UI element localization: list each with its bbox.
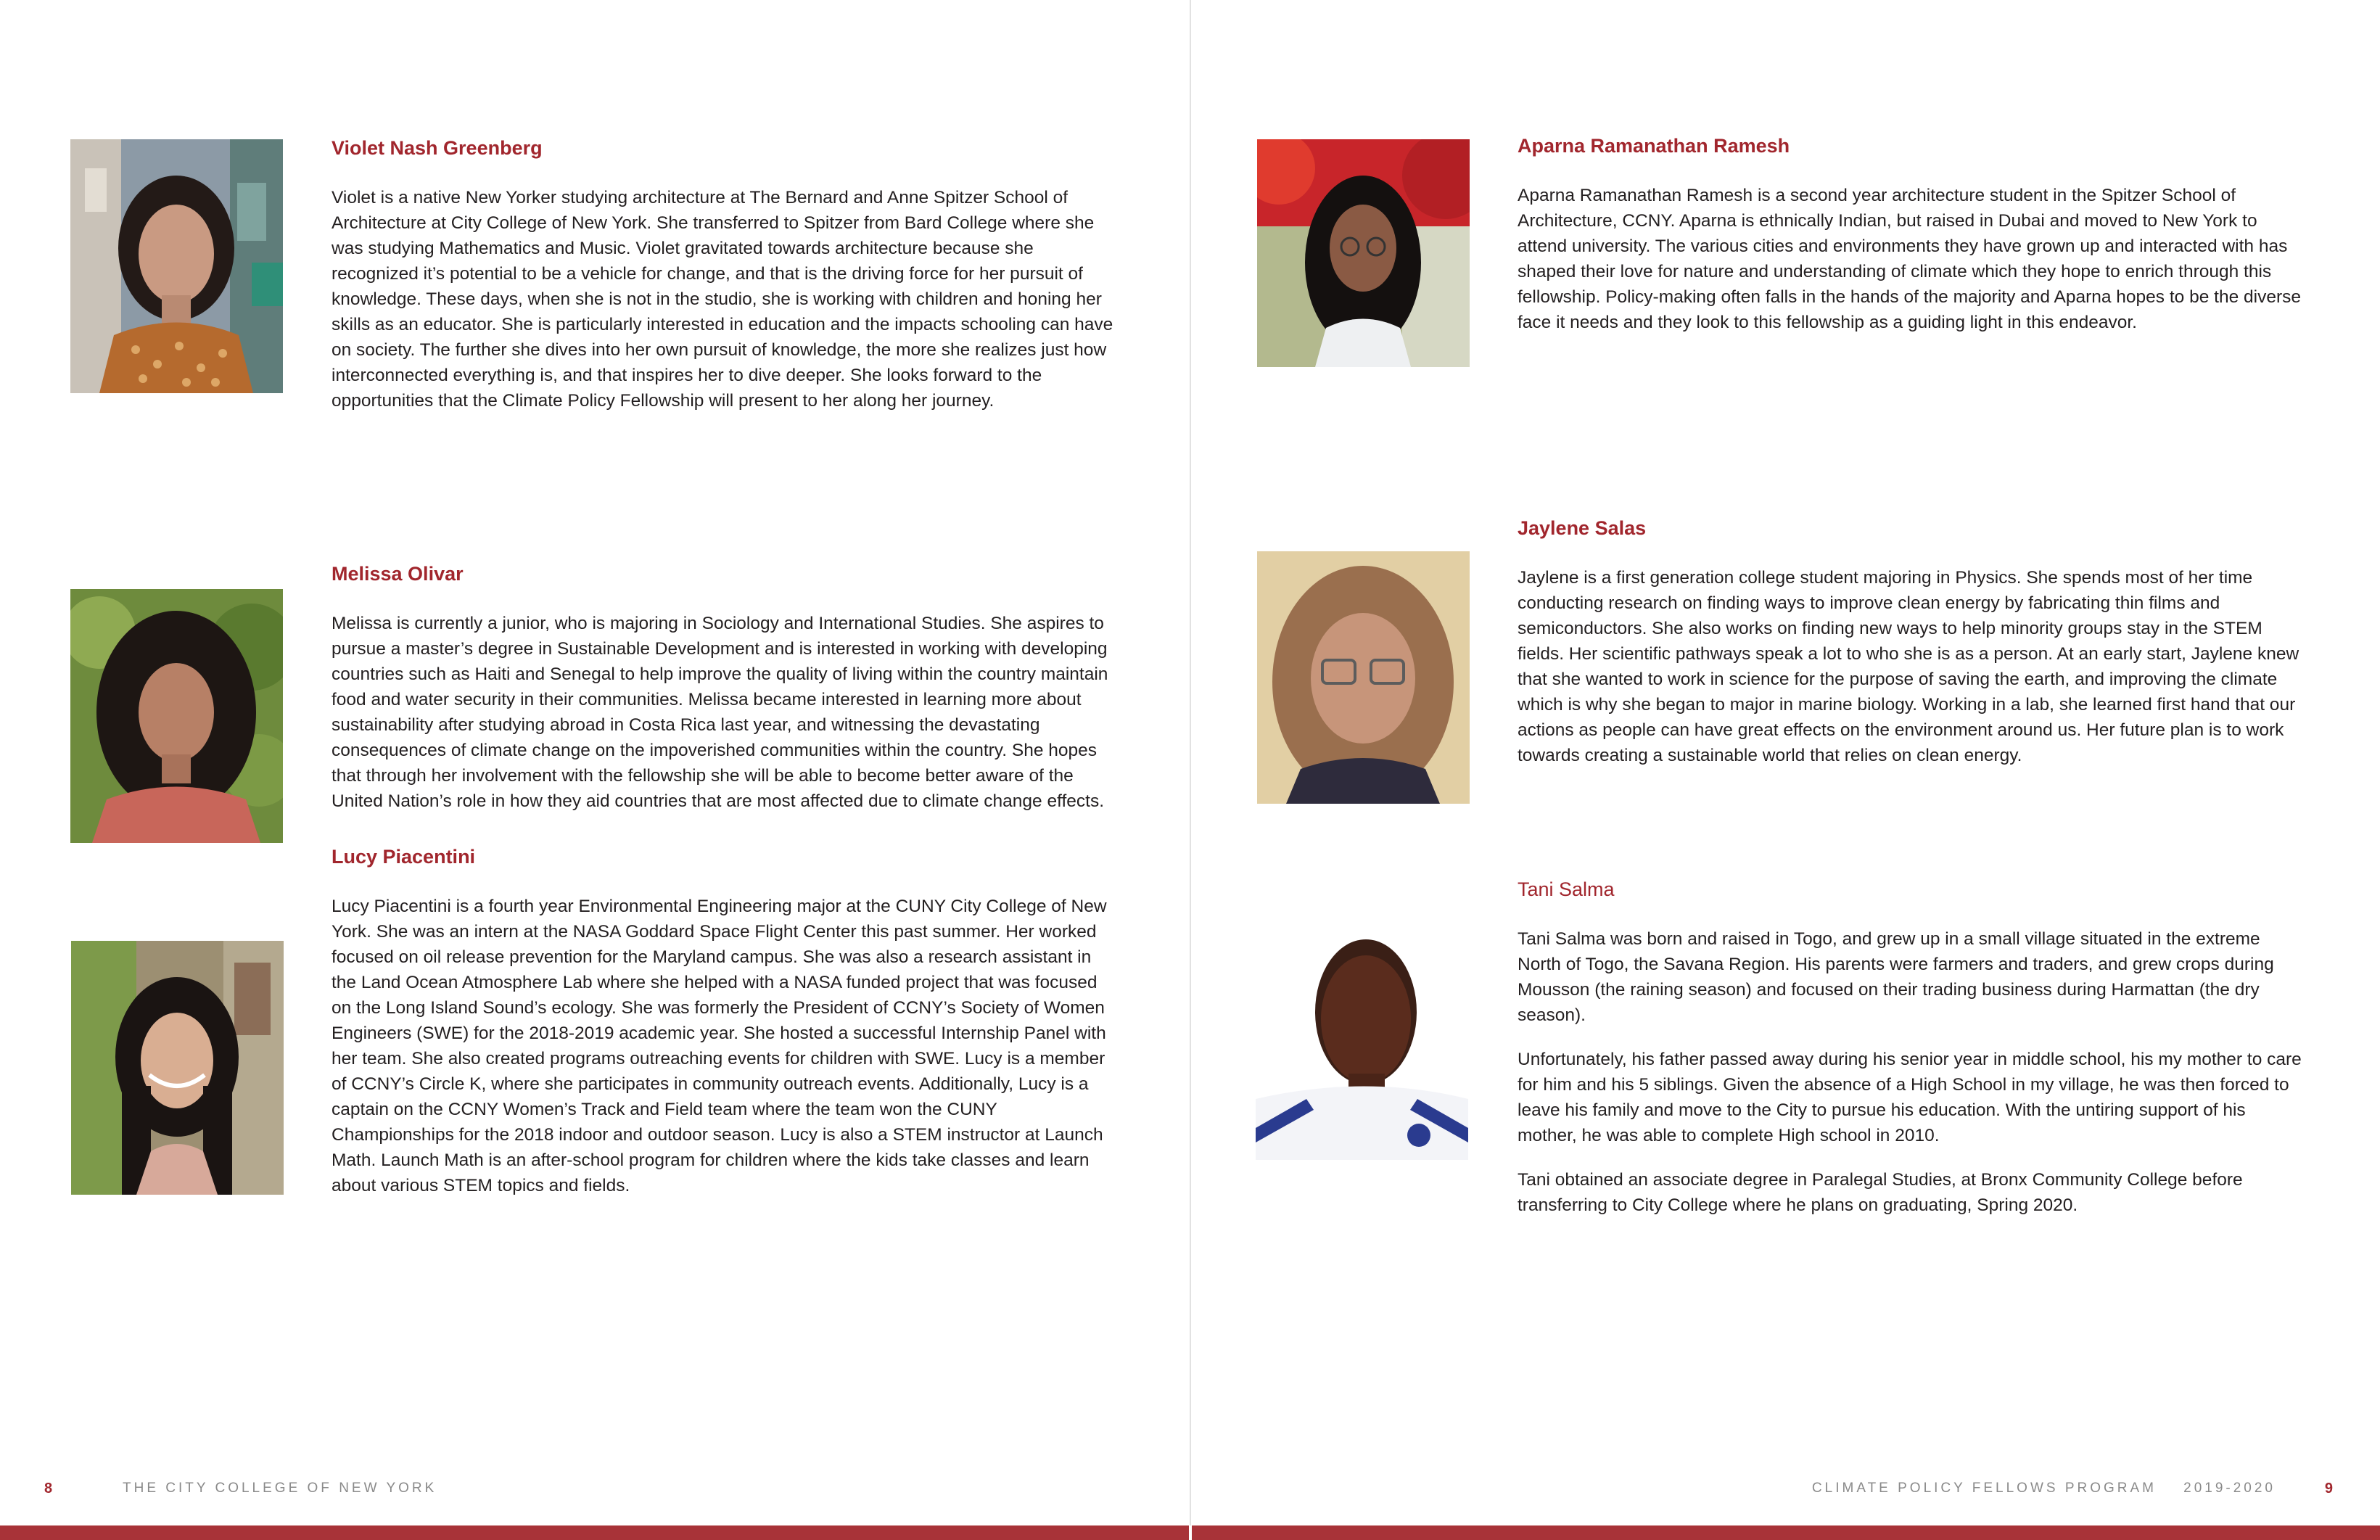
profile-bio: Melissa is currently a junior, who is majoring in Sociology and International Studies. She aspires to pursue a master’s degree in Sustainable Development and is interested in working with developing countries such as Haiti and Senegal to help improve the quality of living within the country maintain food and water security in their communities. Melissa became interested in learning more about sustainability after studying abroad in Costa Rica last year, and witnessing the devastating consequences of climate change on the impoverished communities within the country. She hopes that through her involvement with the fellowship she will be able to become better aware of the United Nation’s role in how they aid countries that are most affected due to climate change effects. (332, 614, 1108, 811)
profile-jaylene-salas (1518, 516, 2308, 768)
profile-violet-nash-greenberg (332, 136, 1115, 413)
profile-bio: Tani obtained an associate degree in Paralegal Studies, at Bronx Community College before transferring to City College where he plans on graduating, Spring 2020. (1518, 1170, 2243, 1215)
profile-name: Violet Nash Greenberg (332, 137, 543, 159)
profile-bio: Unfortunately, his father passed away during his senior year in middle school, his my mother to care for him and his 5 siblings. Given the absence of a High School in my village, he was then forced to leave his family and move to the City to pursue his education. With the untiring support of his mother, he was able to complete High school in 2010. (1518, 1050, 2302, 1145)
profile-name: Tani Salma (1518, 878, 1615, 900)
portrait-aparna-ramanathan-ramesh (1257, 139, 1470, 367)
left-page-number: 8 (44, 1481, 53, 1496)
right-footer-title: CLIMATE POLICY FELLOWS PROGRAM 2019-2020 (1811, 1481, 2276, 1496)
profile-bio: Lucy Piacentini is a fourth year Environmental Engineering major at the CUNY City College of New York. She was an intern at the NASA Goddard Space Flight Center this past summer. Her worked focused on oil release prevention for the Maryland campus. She was also a research assistant in the Land Ocean Atmosphere Lab where she helped with a NASA funded project that was focused on the Long Island Sound’s ecology. She was formerly the President of CCNY’s Society of Women Engineers (SWE) for the 2018-2019 academic year. She hosted a successful Internship Panel with her team. She also created programs outreaching events for children with SWE. Lucy is a member of CCNY’s Circle K, where she participates in community outreach events. Additionally, Lucy is a captain on the CCNY Women’s Track and Field team where the team won the CUNY Championships for the 2018 indoor and outdoor season. Lucy is also a STEM instructor at Launch Math. Launch Math is an after-school program for children where the kids take classes and learn about various STEM topics and fields. (332, 897, 1107, 1195)
profile-bio: Jaylene is a first generation college student majoring in Physics. She spends most of her time conducting research on finding ways to improve clean energy by fabricating thin films and semiconductors. She also works on finding new ways to help minority groups stay in the STEM fields. Her scientific pathways speak a lot to who she is as a person. At an early start, Jaylene knew that she wanted to work in science for the purpose of saving the earth, and improving the climate which is why she began to major in marine biology. Working in a lab, she learned first hand that our actions as people can have great effects on the environment around us. Her future plan is to work towards creating a sustainable world that relies on clean energy. (1518, 568, 2299, 765)
profile-name: Aparna Ramanathan Ramesh (1518, 135, 1790, 157)
bottom-accent-bar (0, 1525, 2380, 1540)
portrait-melissa-olivar (70, 589, 283, 843)
left-footer-title: THE CITY COLLEGE OF NEW YORK (123, 1481, 437, 1496)
profile-name: Melissa Olivar (332, 563, 464, 585)
profile-name: Lucy Piacentini (332, 846, 476, 868)
profile-name: Jaylene Salas (1518, 517, 1647, 539)
profile-aparna-ramanathan-ramesh (1518, 133, 2308, 335)
profile-melissa-olivar (332, 561, 1115, 814)
portrait-jaylene-salas (1257, 551, 1470, 804)
right-page-number: 9 (2324, 1481, 2333, 1496)
profile-bio: Tani Salma was born and raised in Togo, and grew up in a small village situated in the extreme North of Togo, the Savana Region. His parents were farmers and traders, and grew crops during Mousson (the raining season) and focused on their trading business during Harmattan (the dry season). (1518, 929, 2274, 1025)
profile-bio: Violet is a native New Yorker studying architecture at The Bernard and Anne Spitzer School of Architecture at City College of New York. She transferred to Spitzer from Bard College where she was studying Mathematics and Music. Violet gravitated towards architecture because she recognized it’s potential to be a vehicle for change, and that is the driving force for her pursuit of knowledge. These days, when she is not in the studio, she is working with children and honing her skills as an educator. She is particularly interested in education and the impacts schooling can have on society. The further she dives into her own pursuit of knowledge, the more she realizes just how interconnected everything is, and that inspires her to dive deeper. She looks forward to the opportunities that the Climate Policy Fellowship will present to her along her journey. (332, 188, 1113, 411)
profile-tani-salma (1518, 877, 2308, 1218)
portrait-lucy-piacentini (71, 941, 284, 1195)
profile-lucy-piacentini (332, 844, 1115, 1198)
portrait-violet-nash-greenberg (70, 139, 283, 393)
page-spread-divider (1190, 0, 1191, 1525)
portrait-tani-salma (1256, 910, 1468, 1160)
profile-bio: Aparna Ramanathan Ramesh is a second year architecture student in the Spitzer School of Architecture, CCNY. Aparna is ethnically Indian, but raised in Dubai and moved to New York to attend university. The various cities and environments they have grown up and interacted with has shaped their love for nature and understanding of climate which they hope to enrich through this fellowship. Policy-making often falls in the hands of the majority and Aparna hopes to be the diverse face it needs and they look to this fellowship as a guiding light in this endeavor. (1518, 186, 2301, 332)
